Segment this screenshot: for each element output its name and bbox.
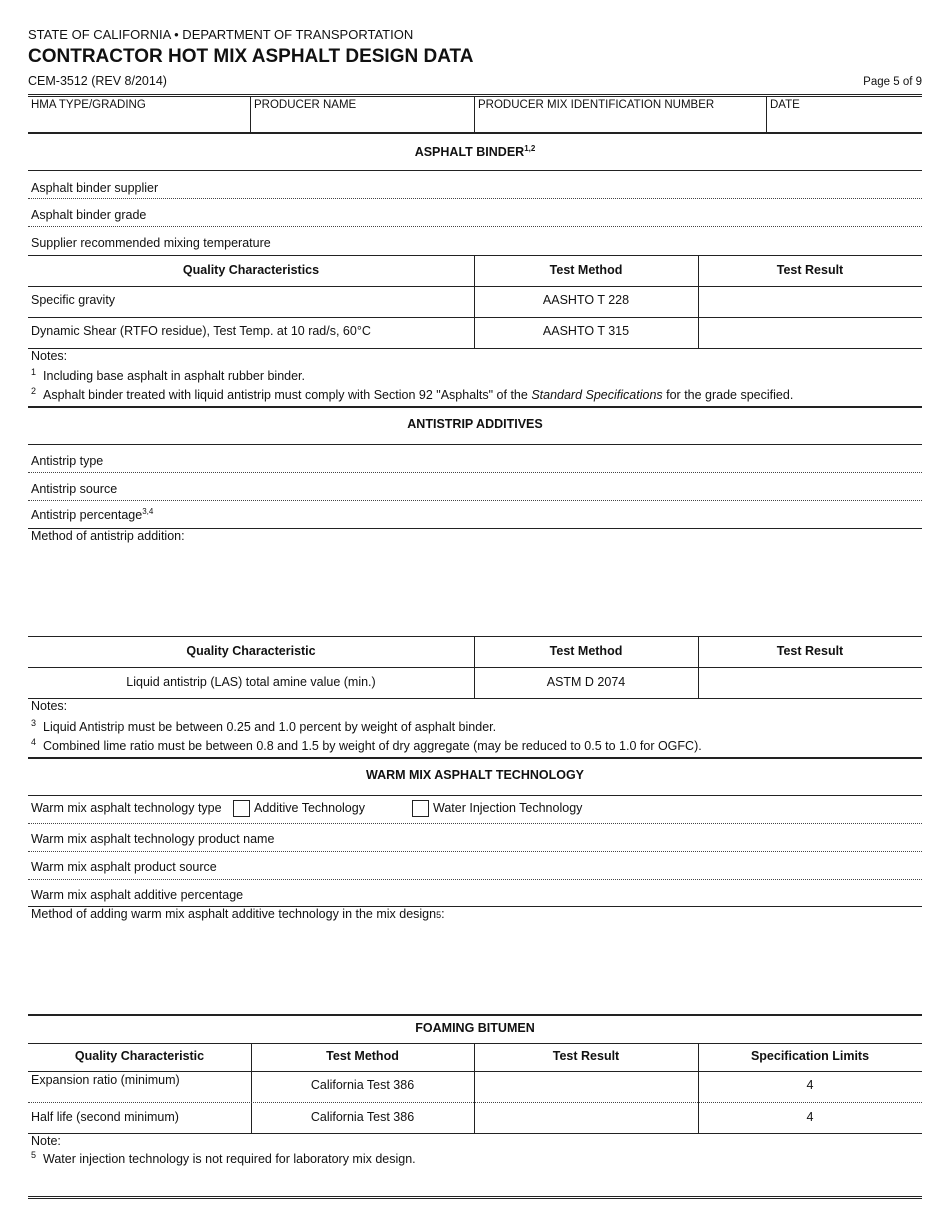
warm-mix-heading: WARM MIX ASPHALT TECHNOLOGY	[365, 768, 585, 782]
foaming-col-limits: Specification Limits	[750, 1049, 870, 1063]
binder-note-1: $^1$ Including base asphalt in asphalt rubber binder.	[31, 367, 306, 384]
antistrip-note-3: $^3$ Liquid Antistrip must be between 0.25 and 1.0 percent by weight of asphalt binder.	[31, 718, 497, 735]
foaming-col-characteristic: Quality Characteristic	[74, 1049, 205, 1063]
antistrip-col-result: Test Result	[776, 644, 844, 658]
producer-mix-id-field[interactable]: PRODUCER MIX IDENTIFICATION NUMBER	[475, 97, 767, 132]
hma-type-field[interactable]: HMA TYPE/GRADING	[28, 97, 251, 132]
foaming-col-method: Test Method	[326, 1049, 399, 1063]
warm-mix-method-field[interactable]: Method of adding warm mix asphalt additive technology in the mix design5:	[31, 907, 445, 921]
binder-col-characteristic: Quality Characteristics	[182, 263, 320, 277]
specific-gravity-label: Specific gravity	[31, 293, 116, 307]
warm-mix-type-label: Warm mix asphalt technology type	[31, 801, 222, 815]
half-life-method: California Test 386	[310, 1110, 415, 1124]
antistrip-note-4: $^4$ Combined lime ratio must be between 0.8 and 1.5 by weight of dry aggregate (may be reduced to 0.5 to 1.0 for OGFC).	[31, 737, 702, 754]
agency-line: STATE OF CALIFORNIA • DEPARTMENT OF TRANSPORTATION	[28, 27, 414, 42]
producer-name-field[interactable]: PRODUCER NAME	[251, 97, 475, 132]
water-injection-checkbox[interactable]	[412, 800, 429, 817]
half-life-label: Half life (second minimum)	[31, 1110, 179, 1124]
antistrip-notes-label: Notes:	[31, 699, 68, 713]
antistrip-col-method: Test Method	[549, 644, 623, 658]
antistrip-percentage-field[interactable]: Antistrip percentage$^{3,4}$	[31, 506, 154, 522]
binder-col-method: Test Method	[549, 263, 623, 277]
asphalt-binder-heading: ASPHALT BINDER$^{1,2}$	[414, 143, 536, 159]
form-title: CONTRACTOR HOT MIX ASPHALT DESIGN DATA	[28, 46, 474, 67]
antistrip-type-field[interactable]: Antistrip type	[31, 454, 104, 468]
las-amine-label: Liquid antistrip (LAS) total amine value (min.)	[126, 675, 376, 689]
top-fields-row	[28, 94, 922, 134]
antistrip-col-characteristic: Quality Characteristic	[186, 644, 316, 658]
foaming-note-label: Note:	[31, 1134, 61, 1148]
half-life-limit: 4	[806, 1110, 814, 1124]
additive-technology-checkbox[interactable]	[233, 800, 250, 817]
antistrip-method-field[interactable]: Method of antistrip addition:	[31, 529, 185, 543]
expansion-ratio-method: California Test 386	[310, 1078, 415, 1092]
binder-notes-label: Notes:	[31, 349, 68, 363]
mixing-temp-field[interactable]: Supplier recommended mixing temperature	[31, 236, 271, 250]
warm-mix-product-source-field[interactable]: Warm mix asphalt product source	[31, 860, 217, 874]
dynamic-shear-label: Dynamic Shear (RTFO residue), Test Temp. at 10 rad/s, 60°C	[31, 324, 371, 338]
date-field[interactable]: DATE	[770, 99, 800, 111]
water-injection-option[interactable]: Water Injection Technology	[412, 800, 582, 817]
page-number: Page 5 of 9	[863, 76, 922, 88]
expansion-ratio-limit: 4	[806, 1078, 814, 1092]
additive-technology-option[interactable]: Additive Technology	[233, 800, 365, 817]
foaming-note-5: $^5$ Water injection technology is not required for laboratory mix design.	[31, 1150, 416, 1167]
form-number: CEM-3512 (REV 8/2014)	[28, 74, 167, 88]
binder-grade-field[interactable]: Asphalt binder grade	[31, 208, 147, 222]
expansion-ratio-label: Expansion ratio (minimum)	[31, 1073, 180, 1087]
las-amine-method: ASTM D 2074	[546, 675, 626, 689]
binder-col-result: Test Result	[776, 263, 844, 277]
foaming-col-result: Test Result	[552, 1049, 620, 1063]
binder-supplier-field[interactable]: Asphalt binder supplier	[31, 181, 159, 195]
antistrip-source-field[interactable]: Antistrip source	[31, 482, 118, 496]
antistrip-heading: ANTISTRIP ADDITIVES	[407, 417, 543, 431]
foaming-bitumen-heading: FOAMING BITUMEN	[415, 1021, 535, 1035]
dynamic-shear-method: AASHTO T 315	[542, 324, 630, 338]
warm-mix-product-name-field[interactable]: Warm mix asphalt technology product name	[31, 832, 275, 846]
warm-mix-additive-percentage-field[interactable]: Warm mix asphalt additive percentage	[31, 888, 244, 902]
binder-note-2: $^2$ Asphalt binder treated with liquid antistrip must comply with Section 92 "Asphalts" of the Standard Specifications for the grade specified.	[31, 386, 794, 403]
specific-gravity-method: AASHTO T 228	[542, 293, 630, 307]
